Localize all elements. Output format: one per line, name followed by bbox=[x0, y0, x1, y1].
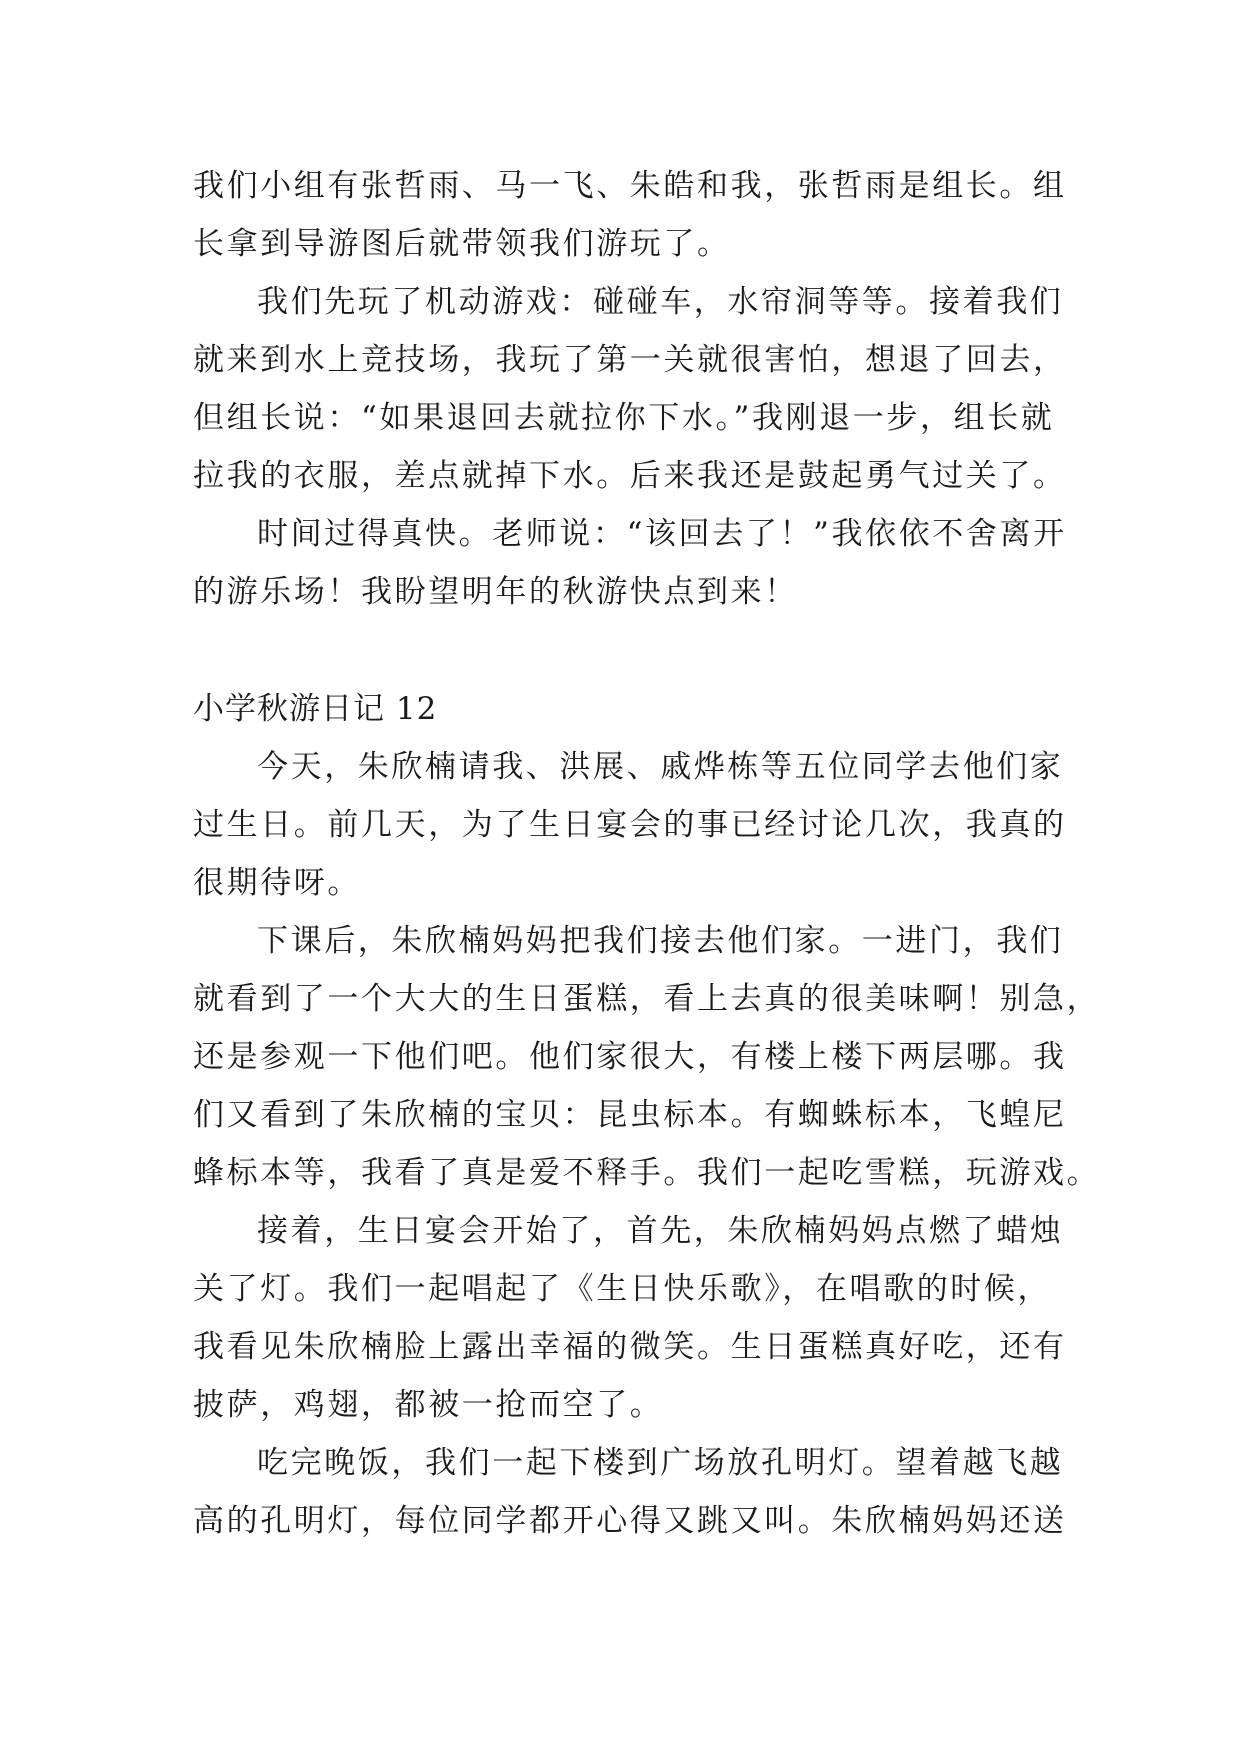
text-line: 长拿到导游图后就带领我们游玩了。 bbox=[193, 226, 731, 262]
text-line: 拉我的衣服，差点就掉下水。后来我还是鼓起勇气过关了。 bbox=[193, 458, 1067, 494]
text-line: 很期待呀。 bbox=[193, 865, 361, 901]
text-line: 我看见朱欣楠脸上露出幸福的微笑。生日蛋糕真好吃，还有 bbox=[193, 1329, 1067, 1365]
text-line: 还是参观一下他们吧。他们家很大，有楼上楼下两层哪。我 bbox=[193, 1039, 1067, 1075]
paragraph-start-line: 吃完晚饭，我们一起下楼到广场放孔明灯。望着越飞越 bbox=[257, 1445, 1064, 1481]
section-heading: 小学秋游日记 12 bbox=[193, 691, 438, 727]
text-line: 高的孔明灯，每位同学都开心得又跳又叫。朱欣楠妈妈还送 bbox=[193, 1503, 1067, 1539]
text-line: 就看到了一个大大的生日蛋糕，看上去真的很美味啊！别急， bbox=[193, 981, 1101, 1017]
paragraph-start-line: 时间过得真快。老师说：“该回去了！”我依依不舍离开 bbox=[257, 516, 1067, 552]
text-line: 但组长说：“如果退回去就拉你下水。”我刚退一步，组长就 bbox=[193, 400, 1055, 436]
text-line: 的游乐场！我盼望明年的秋游快点到来！ bbox=[193, 574, 798, 610]
text-line: 关了灯。我们一起唱起了《生日快乐歌》，在唱歌的时候， bbox=[193, 1271, 1052, 1307]
text-line: 就来到水上竞技场，我玩了第一关就很害怕，想退了回去， bbox=[193, 342, 1067, 378]
text-line: 们又看到了朱欣楠的宝贝：昆虫标本。有蜘蛛标本，飞蝗尼 bbox=[193, 1097, 1067, 1133]
text-line: 蜂标本等，我看了真是爱不释手。我们一起吃雪糕，玩游戏。 bbox=[193, 1155, 1101, 1191]
paragraph-start-line: 今天，朱欣楠请我、洪展、戚烨栋等五位同学去他们家 bbox=[257, 749, 1064, 785]
paragraph-start-line: 接着，生日宴会开始了，首先，朱欣楠妈妈点燃了蜡烛 bbox=[257, 1213, 1064, 1249]
paragraph-start-line: 我们先玩了机动游戏：碰碰车，水帘洞等等。接着我们 bbox=[257, 284, 1064, 320]
text-line: 过生日。前几天，为了生日宴会的事已经讨论几次，我真的 bbox=[193, 807, 1067, 843]
text-line: 披萨，鸡翅，都被一抢而空了。 bbox=[193, 1387, 664, 1423]
paragraph-start-line: 下课后，朱欣楠妈妈把我们接去他们家。一进门，我们 bbox=[257, 923, 1064, 959]
text-line: 我们小组有张哲雨、马一飞、朱皓和我，张哲雨是组长。组 bbox=[193, 168, 1067, 204]
